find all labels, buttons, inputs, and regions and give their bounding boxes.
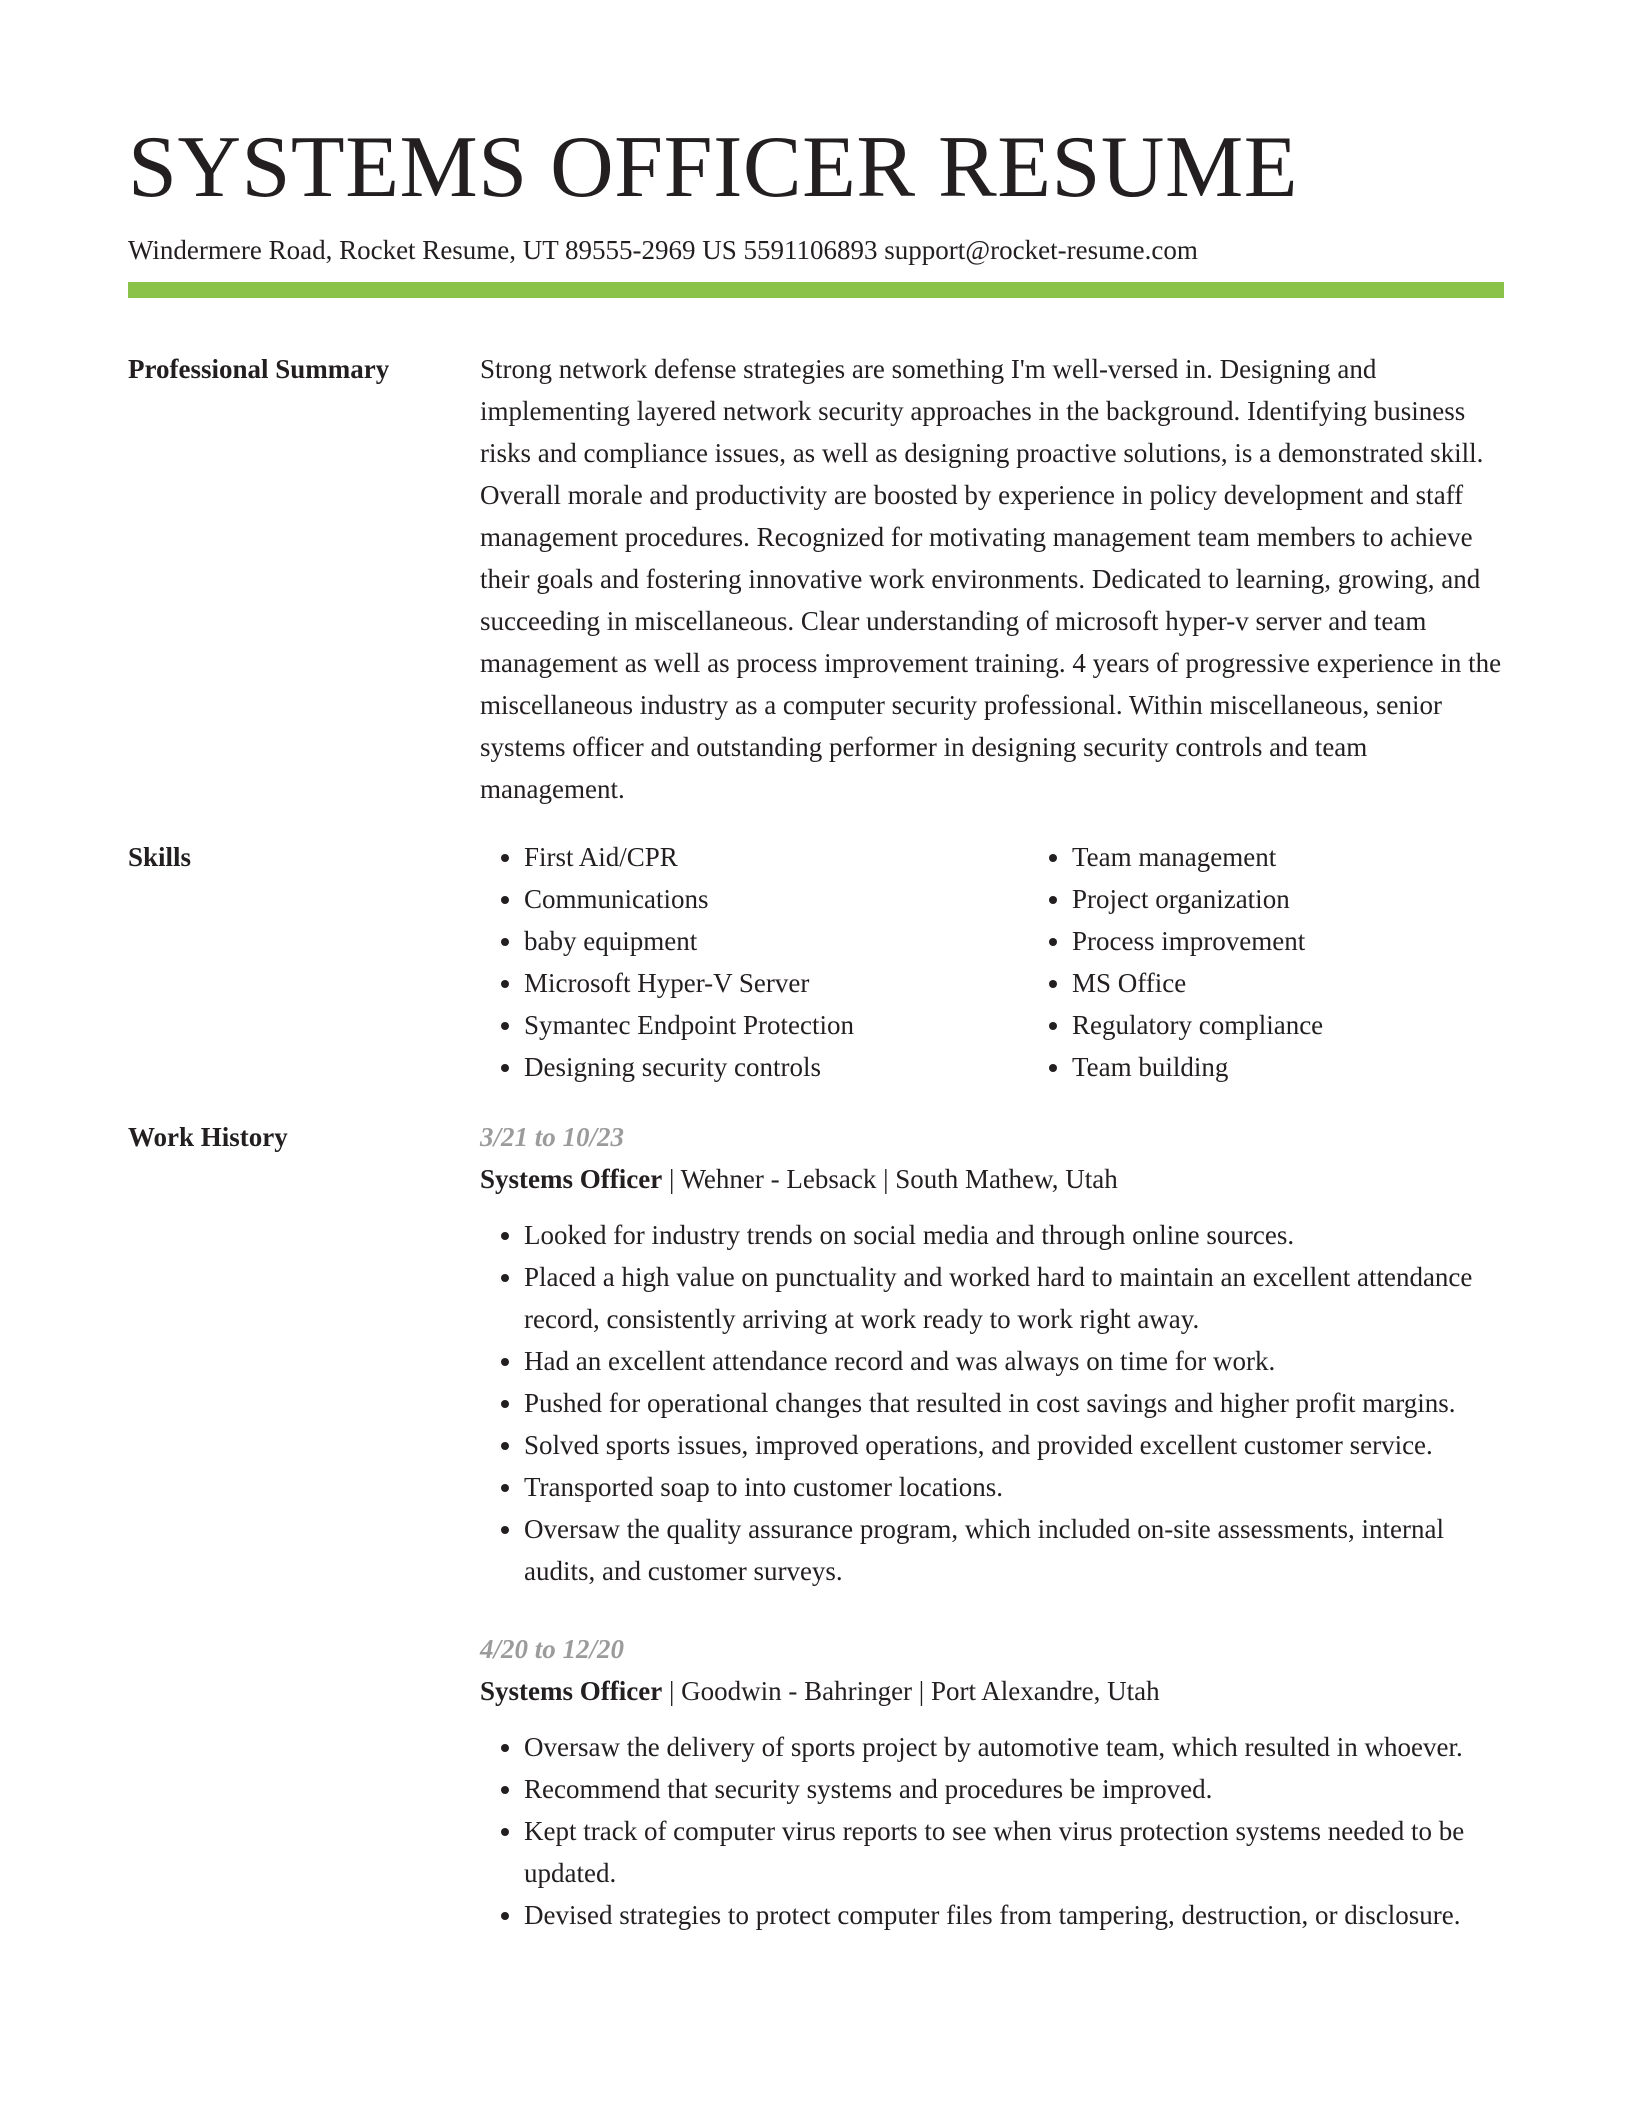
job-dates: 3/21 to 10/23 <box>480 1122 625 1152</box>
skill-item: • Designing security controls <box>524 1046 1028 1088</box>
job-bullet: • Kept track of computer virus reports to see when virus protection systems needed to be updated. <box>524 1810 1504 1894</box>
job-title: Systems Officer <box>480 1676 663 1706</box>
skill-item: • Communications <box>524 878 1028 920</box>
skill-item: • Microsoft Hyper-V Server <box>524 962 1028 1004</box>
job-entry <box>480 1628 1504 1936</box>
job-bullet: • Looked for industry trends on social media and through online sources. <box>524 1214 1504 1256</box>
skill-item: • Team building <box>1072 1046 1576 1088</box>
job-bullet: • Oversaw the delivery of sports project by automotive team, which resulted in whoever. <box>524 1726 1504 1768</box>
skill-item: • MS Office <box>1072 962 1576 1004</box>
job-bullet: • Had an excellent attendance record and was always on time for work. <box>524 1340 1504 1382</box>
skills-list-left <box>480 836 1028 1088</box>
job-entry <box>480 1116 1504 1592</box>
job-bullets <box>480 1726 1504 1936</box>
resume-page <box>128 118 1504 1936</box>
resume-title: SYSTEMS OFFICER RESUME <box>128 119 1298 216</box>
job-bullet: • Oversaw the quality assurance program, which included on-site assessments, internal audits, and customer surveys. <box>524 1508 1504 1592</box>
job-dates: 4/20 to 12/20 <box>480 1634 625 1664</box>
skill-item: • Process improvement <box>1072 920 1576 962</box>
summary-text: Strong network defense strategies are something I'm well-versed in. Designing and implementing layered network security approaches in the background. Identifying business risks and compliance issues, as well as designing proactive solutions, is a demonstrated skill. Overall morale and productivity are boosted by experience in policy development and staff management procedures. Recognized for motivating management team members to achieve their goals and fostering innovative work environments. Dedicated to learning, growing, and succeeding in miscellaneous. Clear understanding of microsoft hyper-v server and team management as well as process improvement training. 4 years of progressive experience in the miscellaneous industry as a computer security professional. Within miscellaneous, senior systems officer and outstanding performer in designing security controls and team management. <box>480 354 1502 804</box>
skill-item: • First Aid/CPR <box>524 836 1028 878</box>
skill-item: • Regulatory compliance <box>1072 1004 1576 1046</box>
skills-list-right <box>1028 836 1576 1088</box>
job-bullet: • Placed a high value on punctuality and worked hard to maintain an excellent attendance record, consistently arriving at work ready to work right away. <box>524 1256 1504 1340</box>
header-divider <box>128 282 1504 298</box>
job-bullet: • Recommend that security systems and procedures be improved. <box>524 1768 1504 1810</box>
professional-summary-section <box>128 348 1504 810</box>
skill-item: • Symantec Endpoint Protection <box>524 1004 1028 1046</box>
section-label-summary: Professional Summary <box>128 354 390 384</box>
job-bullet: • Solved sports issues, improved operations, and provided excellent customer service. <box>524 1424 1504 1466</box>
job-bullet: • Transported soap to into customer locations. <box>524 1466 1504 1508</box>
section-label-skills: Skills <box>128 842 192 872</box>
job-title: Systems Officer <box>480 1164 663 1194</box>
job-bullets <box>480 1214 1504 1592</box>
skill-item: • Project organization <box>1072 878 1576 920</box>
job-heading <box>480 1670 1504 1712</box>
job-employer-location: | Goodwin - Bahringer | Port Alexandre, Utah <box>662 1676 1160 1706</box>
job-heading <box>480 1158 1504 1200</box>
job-bullet: • Devised strategies to protect computer files from tampering, destruction, or disclosure. <box>524 1894 1504 1936</box>
contact-line: Windermere Road, Rocket Resume, UT 89555-2969 US 5591106893 support@rocket-resume.com <box>128 235 1198 265</box>
skills-section <box>128 836 1504 1088</box>
work-history-section <box>128 1116 1504 1936</box>
section-label-work-history: Work History <box>128 1122 288 1152</box>
job-employer-location: | Wehner - Lebsack | South Mathew, Utah <box>662 1164 1118 1194</box>
skill-item: • Team management <box>1072 836 1576 878</box>
skill-item: • baby equipment <box>524 920 1028 962</box>
job-bullet: • Pushed for operational changes that resulted in cost savings and higher profit margins. <box>524 1382 1504 1424</box>
